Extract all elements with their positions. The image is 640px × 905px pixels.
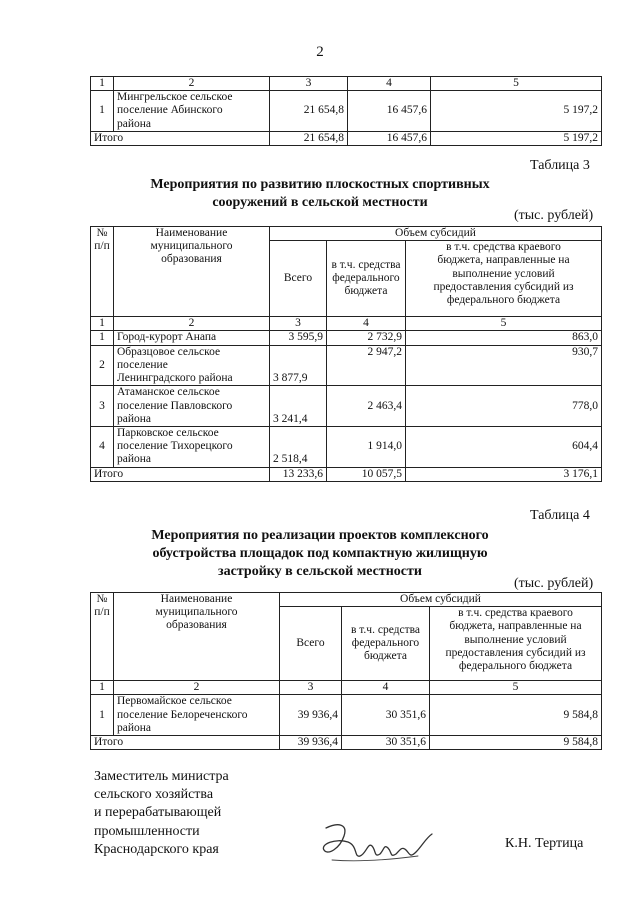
table-row [91, 695, 602, 736]
position-line: Краснодарского края [94, 841, 219, 857]
name-line: поселение Павловского [117, 399, 233, 412]
header-line: п/п [94, 606, 110, 619]
name-line: Ленинградского района [117, 372, 233, 385]
title-line: обустройства площадок под компактную жилищную [152, 546, 488, 562]
federal-cell: 16 457,6 [348, 131, 431, 145]
column-number: 4 [327, 317, 406, 331]
total-cell: 21 654,8 [270, 91, 348, 132]
regional-cell: 604,4 [406, 426, 602, 467]
table-4-title [0, 527, 640, 582]
total-cell: 39 936,4 [280, 736, 342, 750]
federal-cell: 2 463,4 [327, 386, 406, 427]
header-line: бюджета, направленные на [449, 620, 582, 633]
position-line: промышленности [94, 823, 200, 839]
municipality-name [114, 426, 270, 467]
header-line: образования [161, 253, 222, 266]
header-line: федерального [332, 272, 400, 285]
name-line: поселение Белореченского [117, 708, 248, 721]
row-number: 2 [91, 345, 114, 386]
header-line: № [96, 227, 108, 239]
federal-cell: 30 351,6 [342, 695, 430, 736]
name-line: Атаманское сельское [117, 386, 220, 399]
total-row [91, 736, 602, 750]
column-number-row [91, 317, 602, 331]
row-number: 4 [91, 426, 114, 467]
table-row [91, 426, 602, 467]
federal-cell: 2 947,2 [327, 345, 406, 386]
name-line: поселение Абинского [117, 104, 223, 117]
municipality-name [114, 345, 270, 386]
header-federal [342, 607, 430, 681]
name-line: района [117, 453, 152, 466]
name-line: поселение [117, 358, 168, 371]
signer-position [94, 768, 229, 859]
table-4-units: (тыс. рублей) [514, 576, 594, 591]
header-line: в т.ч. средства краевого [458, 607, 573, 620]
table-row [91, 331, 602, 345]
header-volume: Объем субсидий [270, 227, 602, 241]
header-line: выполнение условий [464, 633, 567, 646]
federal-cell: 30 351,6 [342, 736, 430, 750]
column-number: 3 [270, 77, 348, 91]
signer-name: К.Н. Тертица [505, 836, 584, 851]
regional-cell: 9 584,8 [430, 736, 602, 750]
header-regional [430, 607, 602, 681]
column-number: 5 [430, 681, 602, 695]
table-3 [90, 226, 602, 482]
total-label: Итого [91, 467, 270, 481]
title-line: Мероприятия по реализации проектов комплексного [151, 528, 489, 543]
table-3-title [0, 176, 640, 212]
total-row [91, 467, 602, 481]
header-line: бюджета [344, 285, 388, 298]
row-number: 1 [91, 331, 114, 345]
total-cell: 13 233,6 [270, 467, 327, 481]
header-line: п/п [94, 240, 110, 253]
column-number: 3 [280, 681, 342, 695]
name-line: Город-курорт Анапа [117, 331, 217, 344]
column-number: 5 [406, 317, 602, 331]
table-3-units: (тыс. рублей) [514, 208, 594, 223]
title-line: Мероприятия по развитию плоскостных спортивных [150, 177, 490, 192]
column-number: 2 [114, 77, 270, 91]
position-line: и перерабатывающей [94, 805, 222, 821]
header-row [91, 227, 602, 241]
table-continuation [90, 76, 602, 146]
header-volume: Объем субсидий [280, 593, 602, 607]
regional-cell: 9 584,8 [430, 695, 602, 736]
header-line: в т.ч. средства [331, 258, 401, 271]
row-number: 1 [91, 91, 114, 132]
total-label: Итого [91, 131, 270, 145]
name-line: района [117, 412, 152, 425]
total-cell: 3 877,9 [270, 345, 327, 386]
column-number: 1 [91, 681, 114, 695]
header-line: федерального бюджета [458, 660, 573, 673]
header-line: муниципального [155, 606, 238, 619]
header-line: предоставления субсидий из [445, 646, 586, 659]
name-line: поселение Тихорецкого [117, 440, 233, 453]
header-total: Всего [280, 607, 342, 681]
total-row [91, 131, 602, 145]
name-line: Мингрельское сельское [117, 91, 233, 104]
regional-cell: 778,0 [406, 386, 602, 427]
header-line: Наименование [160, 593, 233, 605]
header-number [91, 227, 114, 317]
column-number: 5 [431, 77, 602, 91]
name-line: Первомайское сельское [117, 695, 232, 708]
header-line: бюджета, направленные на [437, 254, 570, 267]
column-number-row [91, 681, 602, 695]
table-row [91, 386, 602, 427]
regional-cell: 863,0 [406, 331, 602, 345]
municipality-name [114, 386, 270, 427]
municipality-name [114, 695, 280, 736]
header-number [91, 593, 114, 681]
header-line: предоставления субсидий из [433, 280, 574, 293]
name-line: Образцовое сельское [117, 345, 221, 358]
total-cell: 3 595,9 [270, 331, 327, 345]
header-name [114, 227, 270, 317]
page-number: 2 [316, 44, 324, 60]
position-line: Заместитель министра [94, 769, 229, 784]
header-regional [406, 241, 602, 317]
table-3-label: Таблица 3 [530, 158, 590, 173]
header-line: федерального бюджета [446, 294, 561, 307]
header-line: муниципального [150, 240, 233, 253]
row-number: 1 [91, 695, 114, 736]
header-name [114, 593, 280, 681]
regional-cell: 3 176,1 [406, 467, 602, 481]
regional-cell: 5 197,2 [431, 131, 602, 145]
header-line: Наименование [155, 227, 228, 239]
header-row [91, 593, 602, 607]
name-line: района [117, 721, 152, 734]
column-number: 1 [91, 77, 114, 91]
column-number: 3 [270, 317, 327, 331]
federal-cell: 10 057,5 [327, 467, 406, 481]
total-cell: 21 654,8 [270, 131, 348, 145]
total-cell: 2 518,4 [270, 426, 327, 467]
municipality-name [114, 91, 270, 132]
federal-cell: 16 457,6 [348, 91, 431, 132]
table-4 [90, 592, 602, 750]
column-number: 2 [114, 317, 270, 331]
table-row [91, 91, 602, 132]
header-line: в т.ч. средства краевого [446, 241, 561, 254]
federal-cell: 2 732,9 [327, 331, 406, 345]
column-number: 4 [348, 77, 431, 91]
total-cell: 3 241,4 [270, 386, 327, 427]
column-number: 2 [114, 681, 280, 695]
table-4-label: Таблица 4 [530, 508, 590, 523]
column-number: 1 [91, 317, 114, 331]
regional-cell: 5 197,2 [431, 91, 602, 132]
municipality-name [114, 331, 270, 345]
regional-cell: 930,7 [406, 345, 602, 386]
title-line: сооружений в сельской местности [212, 195, 428, 211]
header-federal [327, 241, 406, 317]
name-line: района [117, 117, 152, 130]
table-row [91, 345, 602, 386]
column-number: 4 [342, 681, 430, 695]
total-cell: 39 936,4 [280, 695, 342, 736]
handwritten-signature [318, 816, 438, 872]
federal-cell: 1 914,0 [327, 426, 406, 467]
row-number: 3 [91, 386, 114, 427]
header-line: выполнение условий [452, 267, 555, 280]
column-number-row [91, 77, 602, 91]
header-line: № [96, 593, 108, 605]
position-line: сельского хозяйства [94, 787, 214, 803]
name-line: Парковское сельское [117, 426, 219, 439]
header-line: образования [166, 619, 227, 632]
header-line: в т.ч. средства [350, 623, 421, 636]
title-line: застройку в сельской местности [218, 564, 422, 580]
header-line: бюджета [364, 650, 407, 663]
header-total: Всего [270, 241, 327, 317]
header-line: федерального [351, 637, 420, 650]
total-label: Итого [91, 736, 280, 750]
